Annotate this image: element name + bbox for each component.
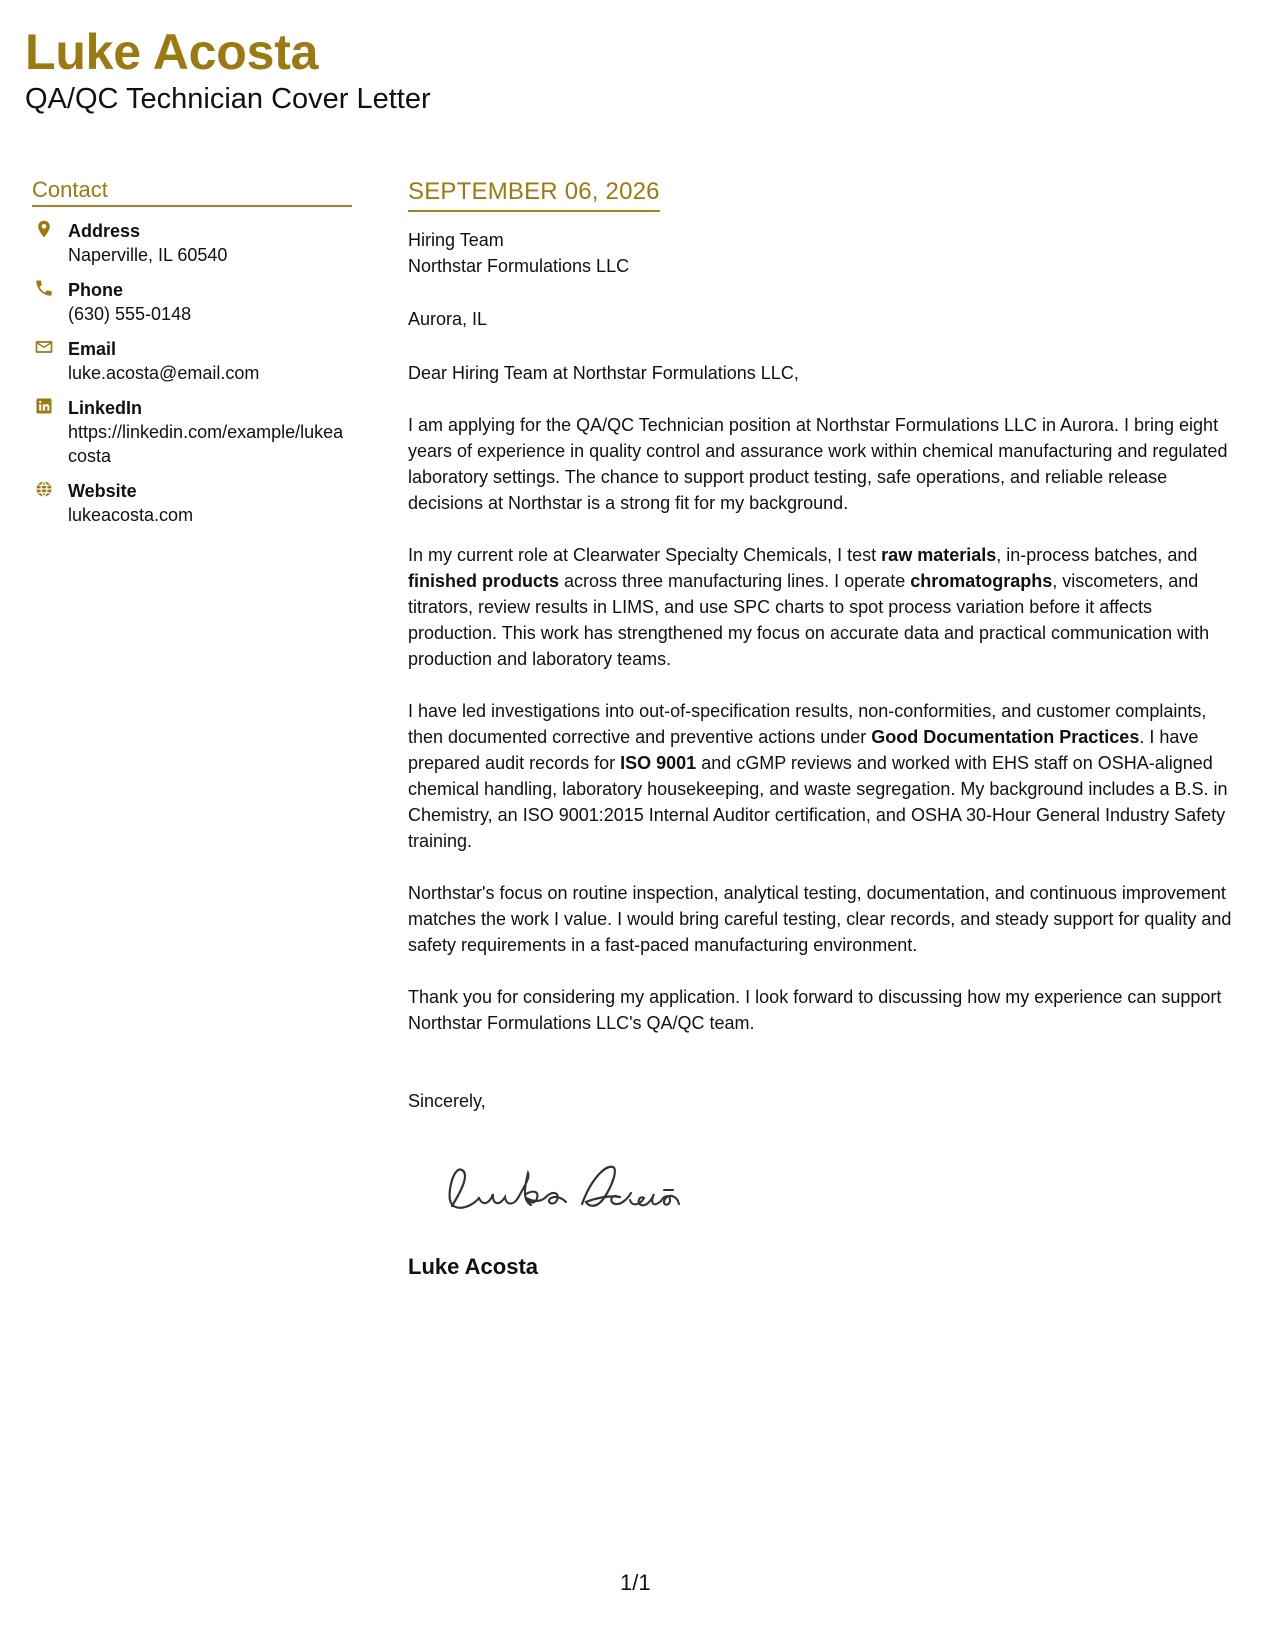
cover-letter-body xyxy=(408,177,1238,1114)
contact-linkedin xyxy=(32,396,352,468)
contact-sidebar xyxy=(32,176,352,538)
address-value: Naperville, IL 60540 xyxy=(68,245,228,265)
paragraph-intro: I am applying for the QA/QC Technician position at Northstar Formulations LLC in Aurora. I bring eight years of experience in quality control and assurance work within chemical manufacturing and regulated laboratory settings. The chance to support product testing, safe operations, and reliable release decisions at Northstar is a strong fit for my background. xyxy=(408,415,1228,513)
recipient-team: Hiring Team xyxy=(408,230,504,250)
keyword-chromatographs: chromatographs xyxy=(910,571,1053,591)
paragraph-company-fit: Northstar's focus on routine inspection, analytical testing, documentation, and continuous improvement matches the work I value. I would bring careful testing, clear records, and steady support for quality and safety requirements in a fast-paced manufacturing environment. xyxy=(408,883,1232,955)
linkedin-block xyxy=(68,396,352,468)
keyword-iso-9001: ISO 9001 xyxy=(620,753,697,773)
website-value: lukeacosta.com xyxy=(68,505,194,525)
letter-date: SEPTEMBER 06, 2026 xyxy=(408,178,660,205)
keyword-good-documentation-practices: Good Documentation Practices xyxy=(871,727,1140,747)
applicant-name: Luke Acosta xyxy=(25,24,319,80)
contact-email xyxy=(32,337,352,385)
contact-website xyxy=(32,479,352,527)
paragraph-current-role-text-2: , in-process batches, and xyxy=(996,545,1198,565)
paragraph-investigations-text-3: and cGMP reviews and worked with EHS staff on OSHA-aligned chemical handling, laboratory housekeeping, and waste segregation. My background includes a B.S. in Chemistry, an ISO 9001:2015 Internal Auditor certification, and OSHA 30-Hour General Industry Safety training. xyxy=(408,753,1228,851)
salutation: Dear Hiring Team at Northstar Formulations LLC, xyxy=(408,363,799,383)
paragraph-investigations-text-2: . I have prepared audit records for xyxy=(408,727,1199,773)
website-label: Website xyxy=(68,481,137,501)
contact-address xyxy=(32,219,352,267)
phone-value: (630) 555-0148 xyxy=(68,304,192,324)
linkedin-icon xyxy=(34,396,54,416)
document-subtitle: QA/QC Technician Cover Letter xyxy=(25,83,431,115)
paragraph-investigations xyxy=(408,698,1238,854)
location-pin-icon xyxy=(34,219,54,239)
email-icon xyxy=(34,337,54,357)
linkedin-label: LinkedIn xyxy=(68,398,143,418)
phone-label: Phone xyxy=(68,280,124,300)
paragraph-current-role-text-1: In my current role at Clearwater Specialty Chemicals, I test xyxy=(408,545,882,565)
globe-icon xyxy=(34,479,54,499)
linkedin-value: https://linkedin.com/example/lukeacosta xyxy=(68,422,344,466)
recipient-company: Northstar Formulations LLC xyxy=(408,256,630,276)
phone-block xyxy=(68,278,352,326)
contact-phone xyxy=(32,278,352,326)
keyword-raw-materials: raw materials xyxy=(881,545,997,565)
page-number: 1/1 xyxy=(620,1570,651,1595)
keyword-finished-products: finished products xyxy=(408,571,560,591)
paragraph-investigations-text-1: I have led investigations into out-of-specification results, non-conformities, and customer complaints, then documented corrective and preventive actions under xyxy=(408,701,1207,747)
resume-header xyxy=(25,22,725,116)
address-block xyxy=(68,219,352,267)
contact-section-title: Contact xyxy=(32,176,352,207)
signature-name: Luke Acosta xyxy=(408,1254,539,1279)
recipient-location: Aurora, IL xyxy=(408,309,488,329)
website-block xyxy=(68,479,352,527)
email-label: Email xyxy=(68,339,117,359)
letter-date-rule xyxy=(408,177,660,212)
email-block xyxy=(68,337,352,385)
address-label: Address xyxy=(68,221,141,241)
paragraph-current-role-text-4: , viscometers, and titrators, review results in LIMS, and use SPC charts to spot process variation before it affects production. This work has strengthened my focus on accurate data and practical communication with production and laboratory teams. xyxy=(408,571,1210,669)
paragraph-current-role xyxy=(408,542,1238,672)
letter-closing: Sincerely, xyxy=(408,1091,486,1111)
email-value: luke.acosta@email.com xyxy=(68,363,260,383)
phone-icon xyxy=(34,278,54,298)
handwritten-signature xyxy=(432,1155,692,1225)
paragraph-thank-you: Thank you for considering my application. I look forward to discussing how my experience can support Northstar Formulations LLC's QA/QC team. xyxy=(408,987,1222,1033)
paragraph-current-role-text-3: across three manufacturing lines. I operate xyxy=(559,571,911,591)
